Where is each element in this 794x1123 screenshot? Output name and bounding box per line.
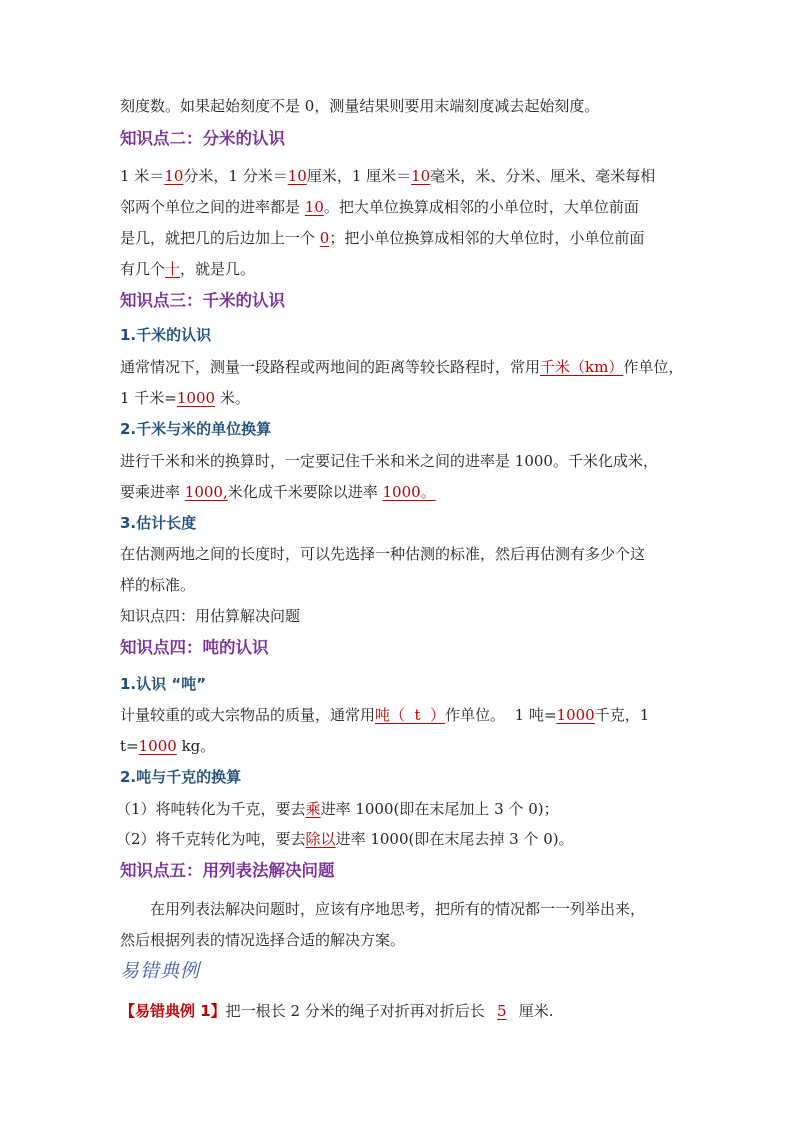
answer-blank: 十 xyxy=(165,260,181,278)
answer-blank: 1000, xyxy=(184,483,228,501)
answer-blank: 1000 xyxy=(176,389,216,407)
answer-blank: 10 xyxy=(411,167,431,185)
km-conversion-line-1: 进行千米和米的换算时，一定要记住千米和米之间的进率是 1000。千米化成米， xyxy=(120,452,658,470)
section-heading-ton: 知识点四：吨的认识 xyxy=(120,638,269,657)
answer-blank: 1000 xyxy=(138,737,177,755)
ton-conversion-item-2: （2）将千克转化为吨，要去除以进率 1000(即在末尾去掉 3 个 0)。 xyxy=(116,830,574,848)
answer-blank: 1000。 xyxy=(382,483,436,501)
answer-blank: 乘 xyxy=(305,800,321,818)
answer-blank: 千米（km） xyxy=(540,358,624,376)
table-method-line-1: 在用列表法解决问题时，应该有序地思考，把所有的情况都一一列举出来， xyxy=(150,900,646,918)
subheading-km-intro: 1.千米的认识 xyxy=(120,326,212,344)
answer-blank: 10 xyxy=(287,167,307,185)
decimeter-line-2: 邻两个单位之间的进率都是 10。把大单位换算成相邻的小单位时，大单位前面 xyxy=(120,198,639,216)
estimate-line-1: 在估测两地之间的长度时，可以先选择一种估测的标准，然后再估测有多少个这 xyxy=(120,545,646,563)
ton-line-2: t=1000 kg。 xyxy=(120,737,216,755)
km-line-2: 1 千米=1000 米。 xyxy=(120,389,250,407)
answer-blank: 5 xyxy=(496,1002,507,1020)
km-conversion-line-2: 要乘进率 1000,米化成千米要除以进率 1000。 xyxy=(120,483,436,501)
subheading-estimate-length: 3.估计长度 xyxy=(120,514,197,532)
decimeter-line-4: 有几个十，就是几。 xyxy=(120,260,256,278)
estimate-line-2: 样的标准。 xyxy=(120,576,196,594)
common-mistakes-heading: 易错典例 xyxy=(120,960,201,982)
table-method-line-2: 然后根据列表的情况选择合适的解决方案。 xyxy=(120,931,406,949)
subheading-ton-intro: 1.认识 “吨” xyxy=(120,675,207,693)
plain-topic-line: 知识点四：用估算解决问题 xyxy=(120,607,301,625)
section-heading-decimeter: 知识点二：分米的认识 xyxy=(120,129,285,148)
answer-blank: 吨（ t ） xyxy=(375,706,446,724)
ton-line-1: 计量较重的或大宗物品的质量，通常用吨（ t ）作单位。 1 吨=1000千克，1 xyxy=(120,706,650,724)
answer-blank: 0 xyxy=(319,229,330,247)
answer-blank: 1000 xyxy=(556,706,595,724)
section-heading-table-method: 知识点五：用列表法解决问题 xyxy=(120,861,335,880)
km-line-1: 通常情况下，测量一段路程或两地间的距离等较长路程时，常用千米（km）作单位， xyxy=(120,358,684,376)
answer-blank: 除以 xyxy=(305,830,336,848)
decimeter-line-3: 是几，就把几的后边加上一个 0；把小单位换算成相邻的大单位时，小单位前面 xyxy=(120,229,645,247)
subheading-ton-conversion: 2.吨与千克的换算 xyxy=(120,768,242,786)
example-label: 【易错典例 1】 xyxy=(120,1002,226,1020)
intro-continuation: 刻度数。如果起始刻度不是 0，测量结果则要用末端刻度减去起始刻度。 xyxy=(120,97,600,115)
answer-blank: 10 xyxy=(164,167,184,185)
subheading-km-conversion: 2.千米与米的单位换算 xyxy=(120,420,272,438)
mistake-example-1: 【易错典例 1】把一根长 2 分米的绳子对折再对折后长 5 厘米. xyxy=(120,1002,554,1020)
section-heading-kilometer: 知识点三：千米的认识 xyxy=(120,291,285,310)
decimeter-line-1: 1 米＝10分米，1 分米＝10厘米，1 厘米＝10毫米，米、分米、厘米、毫米每相 xyxy=(120,167,656,185)
ton-conversion-item-1: （1）将吨转化为千克，要去乘进率 1000(即在末尾加上 3 个 0)； xyxy=(116,800,559,818)
answer-blank: 10 xyxy=(304,198,324,216)
